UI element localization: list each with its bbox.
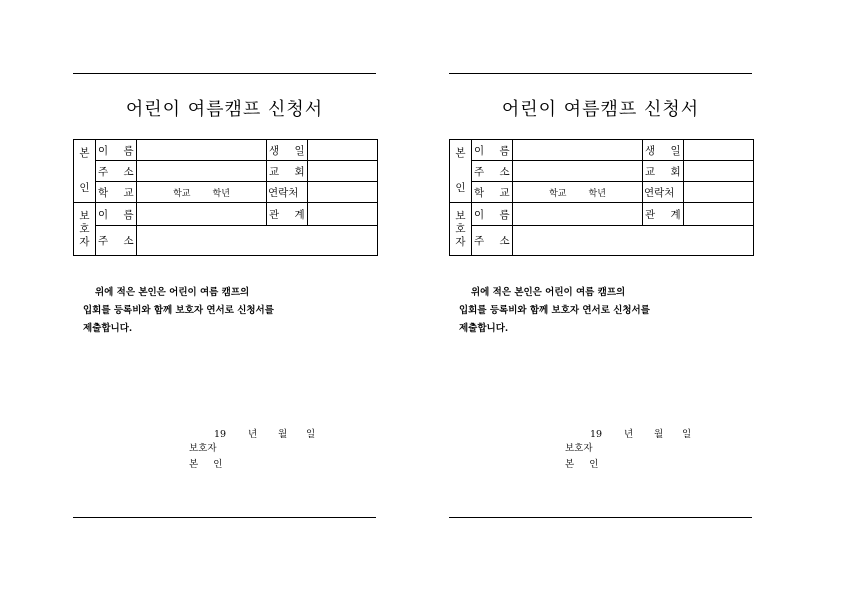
- contact-field[interactable]: [684, 182, 754, 203]
- statement-line-3: 제출합니다.: [83, 323, 133, 334]
- day-unit: 일: [306, 429, 316, 440]
- birthday-field[interactable]: [684, 140, 754, 161]
- guardian-address-field[interactable]: [137, 226, 378, 256]
- application-table: [73, 139, 378, 256]
- year-unit: 년: [624, 429, 634, 440]
- guardian-name-label: 이 름: [472, 203, 513, 226]
- statement: [83, 284, 376, 338]
- address-label: 주 소: [472, 161, 513, 182]
- top-rule: [73, 73, 376, 74]
- statement-line-2: 입회를 등록비와 함께 보호자 연서로 신청서를: [459, 305, 650, 316]
- guardian-address-field[interactable]: [513, 226, 754, 256]
- name-label: 이 름: [96, 140, 137, 161]
- school-label: 학 교: [96, 182, 137, 203]
- year-prefix: 19: [590, 429, 603, 440]
- school-field[interactable]: [137, 182, 267, 203]
- grade-unit: 학년: [212, 188, 230, 199]
- guardian-section-label: [450, 203, 472, 256]
- relation-field[interactable]: [308, 203, 378, 226]
- address-field[interactable]: [137, 161, 267, 182]
- day-unit: 일: [682, 429, 692, 440]
- month-unit: 월: [278, 429, 288, 440]
- section-char: 본: [79, 147, 90, 159]
- year-unit: 년: [248, 429, 258, 440]
- signature-date: [214, 426, 315, 440]
- section-char: 자: [455, 235, 466, 248]
- guardian-address-label: 주 소: [472, 226, 513, 256]
- guardian-signature: 보호자: [565, 443, 593, 454]
- bottom-rule: [73, 517, 376, 518]
- guardian-name-label: 이 름: [96, 203, 137, 226]
- church-label: 교 회: [643, 161, 684, 182]
- section-char: 인: [455, 182, 466, 194]
- statement-line-3: 제출합니다.: [459, 323, 509, 334]
- self-signature: 본 인: [565, 459, 605, 470]
- birthday-field[interactable]: [308, 140, 378, 161]
- form-title: 어린이 여름캠프 신청서: [501, 99, 700, 120]
- applicant-section-label: [74, 140, 96, 203]
- contact-label: 연락처: [267, 182, 308, 203]
- guardian-address-label: 주 소: [96, 226, 137, 256]
- application-form-right: [449, 0, 752, 595]
- self-signature: 본 인: [189, 459, 229, 470]
- section-char: 인: [79, 182, 90, 194]
- contact-field[interactable]: [308, 182, 378, 203]
- applicant-section-label: [450, 140, 472, 203]
- guardian-section-label: [74, 203, 96, 256]
- guardian-signature: 보호자: [189, 443, 217, 454]
- section-char: 본: [455, 147, 466, 159]
- birthday-label: 생 일: [267, 140, 308, 161]
- school-unit: 학교: [173, 188, 191, 199]
- statement-line-1: 위에 적은 본인은 어린이 여름 캠프의: [95, 287, 250, 298]
- birthday-label: 생 일: [643, 140, 684, 161]
- statement-line-1: 위에 적은 본인은 어린이 여름 캠프의: [471, 287, 626, 298]
- school-label: 학 교: [472, 182, 513, 203]
- section-char: 호: [79, 222, 90, 235]
- relation-label: 관 계: [267, 203, 308, 226]
- application-form-left: [73, 0, 376, 595]
- relation-field[interactable]: [684, 203, 754, 226]
- address-label: 주 소: [96, 161, 137, 182]
- grade-unit: 학년: [588, 188, 606, 199]
- statement-line-2: 입회를 등록비와 함께 보호자 연서로 신청서를: [83, 305, 274, 316]
- church-field[interactable]: [308, 161, 378, 182]
- church-field[interactable]: [684, 161, 754, 182]
- statement: [459, 284, 752, 338]
- year-prefix: 19: [214, 429, 227, 440]
- name-field[interactable]: [513, 140, 643, 161]
- school-unit: 학교: [549, 188, 567, 199]
- bottom-rule: [449, 517, 752, 518]
- guardian-name-field[interactable]: [137, 203, 267, 226]
- guardian-name-field[interactable]: [513, 203, 643, 226]
- name-label: 이 름: [472, 140, 513, 161]
- relation-label: 관 계: [643, 203, 684, 226]
- school-field[interactable]: [513, 182, 643, 203]
- application-table: [449, 139, 754, 256]
- section-char: 보: [455, 209, 466, 222]
- month-unit: 월: [654, 429, 664, 440]
- signature-date: [590, 426, 691, 440]
- church-label: 교 회: [267, 161, 308, 182]
- form-title: 어린이 여름캠프 신청서: [125, 99, 324, 120]
- contact-label: 연락처: [643, 182, 684, 203]
- top-rule: [449, 73, 752, 74]
- section-char: 호: [455, 222, 466, 235]
- address-field[interactable]: [513, 161, 643, 182]
- section-char: 자: [79, 235, 90, 248]
- section-char: 보: [79, 209, 90, 222]
- name-field[interactable]: [137, 140, 267, 161]
